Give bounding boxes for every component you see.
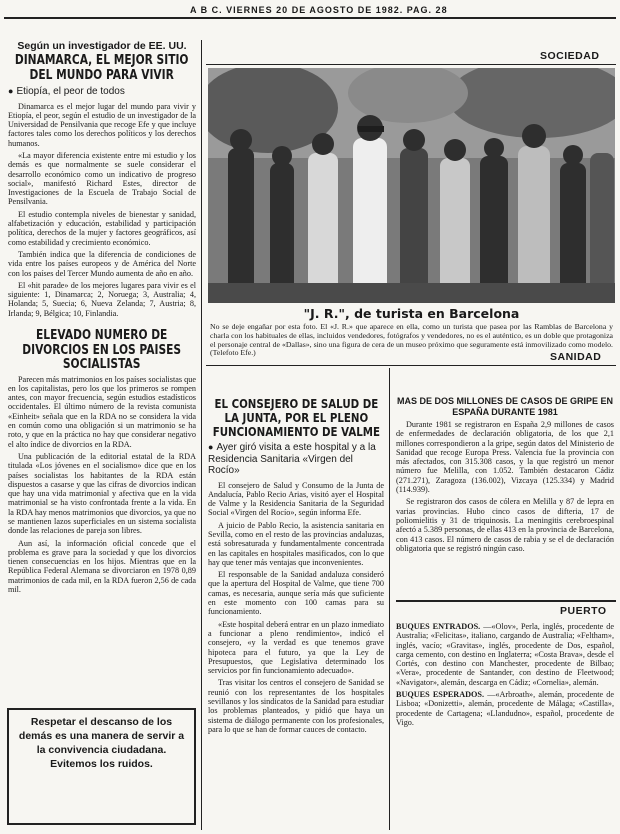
section-label-sociedad: SOCIEDAD [540, 50, 600, 62]
article-kicker: Según un investigador de EE. UU. [17, 40, 187, 52]
paragraph: «Este hospital deberá entrar en un plazo inmediato a funcionar a pleno rendimiento», indicó el consejero, «y la verdad es que tenemos grave hipoteca para el futuro, ya que la Ley de Presupuestos, que Legislativa determinado los servicios por fin funcionamiento adecuado». [208, 619, 384, 676]
masthead: A B C. VIERNES 20 DE AGOSTO DE 1982. PAG. 28 [190, 5, 448, 15]
photo-jr-barcelona [208, 68, 615, 303]
column-divider [201, 40, 202, 830]
caption-rule [206, 365, 616, 366]
top-rule [4, 17, 616, 19]
paragraph: El «hit parade» de los mejores lugares para vivir es el siguiente: 1, Dinamarca; 2, Noruega; 3, Australia; 4, Holanda; 5, Suecia; 6, Nueva Zelanda; 7, Austria; 8, Irlanda; 9, Bélgica; 10, Finlandia. [8, 280, 196, 318]
article-headline-divorces: ELEVADO NUMERO DE DIVORCIOS EN LOS PAISES SOCIALISTAS [22, 328, 182, 373]
paragraph: El consejero de Salud y Consumo de la Junta de Andalucía, Pablo Recio Arias, visitó ayer el Hospital de Valme y la Residencia Sanitaria de la Seguridad Social «Virgen del Rocío», según informa Efe. [208, 480, 384, 518]
paragraph: Tras visitar los centros el consejero de Sanidad se reunió con los representantes de los hospitales sevillanos y los sindicatos de la Sanidad para estudiar los problemas planteados, y pidió que haya un sistema de diálogo permanente con los profesionales, para lo que se han de formar cauces de contacto. [208, 678, 384, 734]
buques-esperados [396, 690, 614, 727]
article-headline-valme: EL CONSEJERO DE SALUD DE LA JUNTA, POR EL PLENO FUNCIONAMIENTO DE VALME [212, 396, 380, 439]
buques-entrados-label: BUQUES ENTRADOS. [396, 622, 481, 631]
section-rule-puerto [396, 600, 616, 602]
paragraph: Una publicación de la editorial estatal de la RDA titulada «Los jóvenes en el socialismo» dice que en los países socialistas los habitantes de la RDA están dispuestos a casarse y que las cifras de divorcios indican que hay una vida matrimonial y afectiva que en la vida matrimonial se ha visto confrontada frente a la vida. En la RDA hay menos matrimonios que divorcios, ya que no se mantienen lazos superficiales en un sistema socialista donde las relaciones de pareja son libres. [8, 451, 196, 536]
buques-esperados-label: BUQUES ESPERADOS. [396, 690, 485, 700]
paragraph: Durante 1981 se registraron en España 2,9 millones de casos de enfermedades de declaración obligatoria, de los que 2,1 millones correspondieron a la gripe, según datos del Ministerio de Sanidad que recoge Europa Press. Valencia fue la provincia con más afectados, con 315.308 casos, y la que registró un menor número fue Melilla, con 1.052. También destacaron Cádiz (271.271), Zaragoza (136.002), Vizcaya (125.334) y Madrid (114.939). [396, 420, 614, 495]
paragraph: El estudio contempla niveles de bienestar y sanidad, alfabetización y educación, estabilidad y participación política, derechos de la mujer y factores geográficos, así como estabilidad y crecimiento económico. [8, 209, 196, 247]
puerto-column [396, 622, 614, 830]
paragraph: «La mayor diferencia existente entre mi estudio y los demás es que normalmente se suele considerar el desarrollo económico como un indicativo de progreso social», manifestó Richard Estes, director de Investigaciones de la Escuela de Trabajo Social de Pensilvania. [8, 150, 196, 207]
column-divider-2 [389, 368, 390, 830]
article-subhead [8, 86, 196, 98]
article-subhead-valme [208, 442, 384, 477]
bullet-icon: ● [8, 86, 14, 96]
paragraph: Dinamarca es el mejor lugar del mundo para vivir y Etiopía, el peor, según el estudio de un investigador de la Universidad de Pensilvania que recoge Efe y que incluye factores tales como los derechos políticos y los derechos humanos. [8, 101, 196, 148]
paragraph: El responsable de la Sanidad andaluza consideró que la apertura del Hospital de Valme, que tiene 700 camas, es necesaria, aunque sería más que suficiente en este momento con 100 camas para su funcionamiento. [208, 570, 384, 617]
paragraph: Parecen más matrimonios en los países socialistas que en los capitalistas, pero los que los primeros se rompen antes, con mayor frecuencia, según estudios estadísticos occidentales. El último número de la revista comunista «Einheit» señala que en la RDA no se considera la vida en común como una obligación si un matrimonio se ha roto, y que en la práctica no hay que considerar negativo el alto índice de divorcios en la RDA. [8, 374, 196, 449]
buques-esperados-text: —«Arbroath», alemán, procedente de Lisboa; «Donizetti», alemán, procedente de Málaga; «Castilla», procedente de Cartagena; «Llandudno», español, procedente de Vigo. [396, 690, 614, 727]
photo-crowd-illustration [208, 68, 615, 303]
photo-caption: No se deje engañar por esta foto. El «J. R.» que aparece en ella, como un turista que pasea por las Ramblas de Barcelona y charla con los habituales de ellas, incluidos vendedores, fotógrafos y vendedores, no es el auténtico, es un doble que protagoniza el personaje central de «Dallas», sino una figura de cera de un museo próximo que seguramente está inmovilizado como modelo. (Telefoto Efe.) [210, 322, 613, 358]
section-label-puerto: PUERTO [560, 605, 607, 617]
article-headline-gripe: MAS DE DOS MILLONES DE CASOS DE GRIPE EN ESPAÑA DURANTE 1981 [396, 396, 614, 417]
section-rule [206, 64, 616, 65]
buques-entrados [396, 622, 614, 687]
paragraph: También indica que la diferencia de condiciones de vida entre los países europeos y de América del Norte con los países del Tercer Mundo aumenta de año en año. [8, 249, 196, 278]
valme-column [208, 395, 384, 833]
article-headline-denmark: DINAMARCA, EL MEJOR SITIO DEL MUNDO PARA VIVIR [15, 53, 189, 83]
paragraph: Aun así, la información oficial concede que el problema es grave para la sociedad y que los divorcios tienen consecuencias en los hijos. Mientras que en la República Federal Alemana se divorciaron en 1978 0,89 matrimonios de cada mil, en la RDA fueron 2,56 de cada mil. [8, 538, 196, 595]
subhead-text: Etiopía, el peor de todos [16, 86, 125, 97]
subhead-text: Ayer giró visita a este hospital y a la Residencia Sanitaria «Virgen del Rocío» [208, 442, 376, 476]
buques-entrados-text: —«Olov», Perla, inglés, procedente de Australia; «Felicitas», italiano, cargando de Australia; «Feltham», inglés, vacío; «Gravitas», inglés, procedente de Dos, español, carga cemento, con destino en Inglaterra; «Costa Brava», desde el Cortés, con destino con Manchester, procedente de Bilbao; «Vera», procedente de Santander, con destino de Fleetwood; «Navigator», alemán, descarga en Cádiz; «Cornelia», alemán. [396, 622, 614, 687]
sanidad-column [396, 396, 614, 586]
section-label-sanidad: SANIDAD [550, 351, 602, 363]
paragraph: Se registraron dos casos de cólera en Melilla y 87 de lepra en varias provincias. Hubo cinco casos de difteria, 17 de poliomielitis y 31 de triquinosis. La meningitis cerebroespinal afectó a 5.389 personas, de ellas 413 en la provincia de Barcelona, con 413 casos. El número de casos de rabia y se el de declaración obligatoria que se registró ningún caso. [396, 497, 614, 553]
photo-title: "J. R.", de turista en Barcelona [303, 306, 520, 321]
notice-box: Respetar el descanso de los demás es una manera de servir a la convivencia ciudadana. Evitemos los ruidos. [7, 708, 196, 825]
left-column [8, 40, 196, 705]
paragraph: A juicio de Pablo Recio, la asistencia sanitaria en Sevilla, como en el resto de las provincias andaluzas, está sobresaturada y fundamentalmente concentrada en las capitales en hospitales masificados, con lo que hay que tener más ventajas que inconvenientes. [208, 520, 384, 567]
bullet-icon: ● [208, 442, 214, 452]
